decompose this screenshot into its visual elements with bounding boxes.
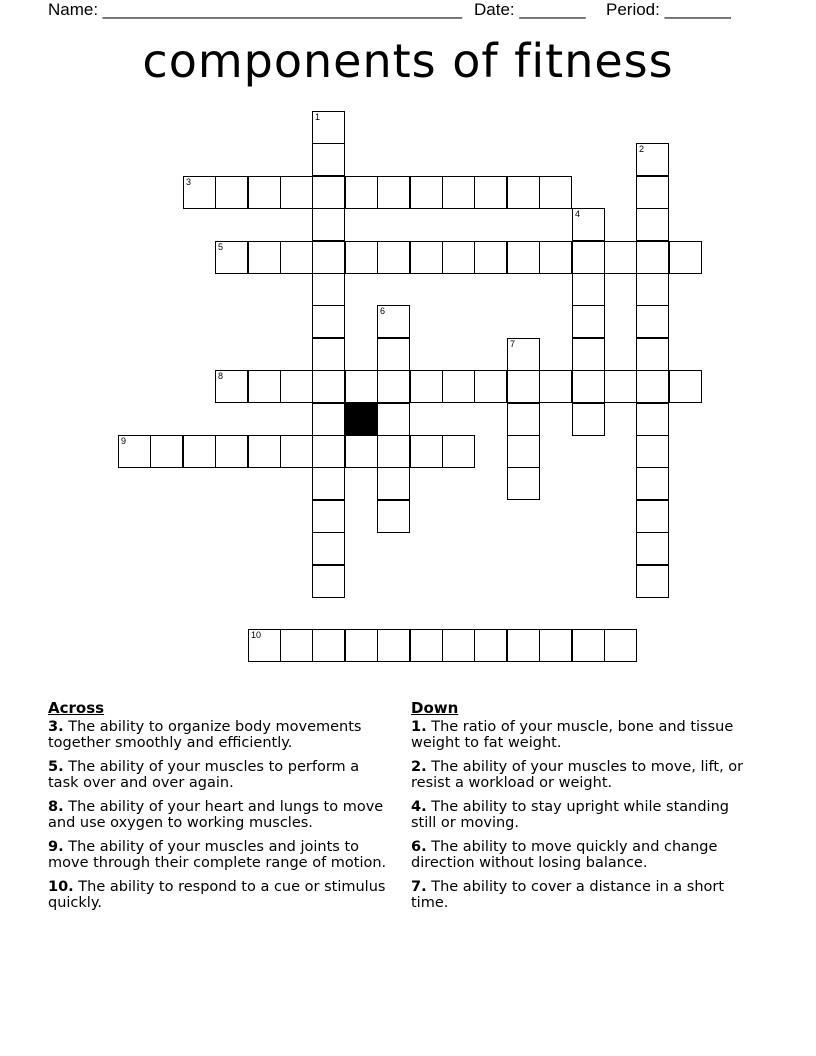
grid-cell[interactable]	[248, 629, 281, 662]
grid-cell[interactable]	[118, 435, 151, 468]
date-field-label: Date: _______	[474, 0, 586, 19]
clue-number: 3	[186, 177, 192, 187]
grid-cell[interactable]	[345, 435, 378, 468]
period-field-label: Period: _______	[606, 0, 731, 19]
grid-cell[interactable]	[572, 370, 605, 403]
across-clues	[48, 700, 388, 919]
grid-cell[interactable]	[312, 435, 345, 468]
grid-cell[interactable]	[280, 176, 313, 209]
grid-cell[interactable]	[636, 467, 669, 500]
grid-cell[interactable]	[507, 176, 540, 209]
clue-number: 2	[639, 144, 645, 154]
grid-cell[interactable]	[345, 370, 378, 403]
grid-cell[interactable]	[280, 241, 313, 274]
grid-cell[interactable]	[636, 305, 669, 338]
grid-cell[interactable]	[280, 435, 313, 468]
clue-number: 4	[575, 209, 581, 219]
grid-cell[interactable]	[636, 208, 669, 241]
grid-cell[interactable]	[474, 176, 507, 209]
grid-cell[interactable]	[183, 176, 216, 209]
grid-cell[interactable]	[636, 532, 669, 565]
clue-number: 5	[218, 242, 224, 252]
grid-cell[interactable]	[215, 435, 248, 468]
clue-across-10: 10. The ability to respond to a cue or stimulus quickly.	[48, 878, 386, 911]
grid-cell[interactable]	[507, 338, 540, 371]
grid-cell[interactable]	[312, 241, 345, 274]
name-field-label: Name: ______________________________________	[48, 0, 463, 19]
clue-number: 9	[121, 436, 127, 446]
grid-cell[interactable]	[539, 629, 572, 662]
grid-cell[interactable]	[539, 241, 572, 274]
grid-cell[interactable]	[474, 370, 507, 403]
grid-cell[interactable]	[669, 370, 702, 403]
grid-cell[interactable]	[604, 241, 637, 274]
grid-cell[interactable]	[636, 273, 669, 306]
grid-cell[interactable]	[572, 273, 605, 306]
grid-cell[interactable]	[474, 629, 507, 662]
clue-down-2: 2. The ability of your muscles to move, lift, or resist a workload or weight.	[411, 758, 744, 791]
grid-cell[interactable]	[280, 370, 313, 403]
clue-down-4: 4. The ability to stay upright while standing still or moving.	[411, 798, 729, 831]
grid-cell[interactable]	[636, 338, 669, 371]
grid-cell[interactable]	[636, 403, 669, 436]
grid-cell[interactable]	[377, 241, 410, 274]
clue-down-6: 6. The ability to move quickly and change direction without losing balance.	[411, 838, 718, 871]
grid-cell[interactable]	[442, 629, 475, 662]
grid-cell[interactable]	[312, 500, 345, 533]
grid-cell[interactable]	[572, 305, 605, 338]
grid-cell[interactable]	[312, 111, 345, 144]
grid-cell[interactable]	[539, 176, 572, 209]
grid-cell[interactable]	[377, 500, 410, 533]
grid-cell[interactable]	[636, 241, 669, 274]
grid-cell[interactable]	[345, 176, 378, 209]
grid-cell[interactable]	[636, 370, 669, 403]
grid-cell[interactable]	[248, 176, 281, 209]
clue-number: 1	[315, 112, 321, 122]
grid-cell[interactable]	[377, 403, 410, 436]
across-heading: Across	[48, 699, 105, 717]
grid-cell[interactable]	[507, 370, 540, 403]
grid-cell[interactable]	[410, 629, 443, 662]
grid-cell[interactable]	[377, 467, 410, 500]
grid-cell[interactable]	[377, 629, 410, 662]
grid-cell[interactable]	[377, 370, 410, 403]
grid-cell[interactable]	[572, 403, 605, 436]
grid-cell[interactable]	[442, 241, 475, 274]
grid-cell[interactable]	[507, 241, 540, 274]
grid-cell[interactable]	[312, 467, 345, 500]
grid-cell[interactable]	[312, 273, 345, 306]
down-heading: Down	[411, 699, 459, 717]
clue-number: 8	[218, 371, 224, 381]
grid-cell[interactable]	[377, 305, 410, 338]
grid-cell[interactable]	[312, 208, 345, 241]
grid-cell[interactable]	[345, 241, 378, 274]
grid-cell[interactable]	[312, 370, 345, 403]
grid-cell[interactable]	[312, 338, 345, 371]
grid-cell[interactable]	[572, 208, 605, 241]
grid-cell[interactable]	[636, 500, 669, 533]
grid-cell[interactable]	[572, 338, 605, 371]
grid-cell[interactable]	[377, 176, 410, 209]
grid-cell[interactable]	[215, 176, 248, 209]
grid-cell[interactable]	[410, 241, 443, 274]
grid-cell[interactable]	[312, 305, 345, 338]
grid-cell[interactable]	[312, 176, 345, 209]
clue-down-1: 1. The ratio of your muscle, bone and tissue weight to fat weight.	[411, 718, 734, 751]
grid-cell[interactable]	[539, 370, 572, 403]
grid-cell[interactable]	[604, 370, 637, 403]
grid-cell[interactable]	[572, 629, 605, 662]
grid-cell[interactable]	[215, 370, 248, 403]
grid-cell[interactable]	[669, 241, 702, 274]
grid-cell[interactable]	[248, 370, 281, 403]
clue-number: 10	[251, 630, 262, 640]
clue-across-5: 5. The ability of your muscles to perform a task over and over again.	[48, 758, 360, 791]
grid-cell[interactable]	[572, 241, 605, 274]
grid-cell[interactable]	[410, 176, 443, 209]
grid-cell[interactable]	[636, 176, 669, 209]
clue-across-8: 8. The ability of your heart and lungs to move and use oxygen to working muscles.	[48, 798, 384, 831]
grid-cell[interactable]	[280, 629, 313, 662]
grid-cell[interactable]	[248, 435, 281, 468]
grid-cell[interactable]	[312, 565, 345, 598]
grid-cell[interactable]	[215, 241, 248, 274]
grid-cell[interactable]	[507, 629, 540, 662]
grid-cell[interactable]	[636, 435, 669, 468]
grid-cell[interactable]	[377, 338, 410, 371]
grid-cell[interactable]	[636, 143, 669, 176]
grid-cell[interactable]	[507, 467, 540, 500]
grid-cell[interactable]	[345, 629, 378, 662]
grid-cell[interactable]	[377, 435, 410, 468]
grid-cell[interactable]	[474, 241, 507, 274]
grid-cell[interactable]	[312, 403, 345, 436]
grid-cell[interactable]	[183, 435, 216, 468]
grid-cell[interactable]	[442, 176, 475, 209]
grid-cell[interactable]	[636, 565, 669, 598]
clue-across-9: 9. The ability of your muscles and joints to move through their complete range of motion.	[48, 838, 387, 871]
grid-cell[interactable]	[442, 370, 475, 403]
clue-number: 6	[380, 306, 386, 316]
grid-cell[interactable]	[410, 370, 443, 403]
grid-cell[interactable]	[150, 435, 183, 468]
grid-cell[interactable]	[312, 143, 345, 176]
puzzle-title: components of fitness	[142, 34, 674, 88]
grid-cell[interactable]	[312, 532, 345, 565]
blocked-cell	[345, 403, 378, 436]
grid-cell[interactable]	[604, 629, 637, 662]
grid-cell[interactable]	[410, 435, 443, 468]
clue-number: 7	[510, 339, 516, 349]
clue-down-7: 7. The ability to cover a distance in a short time.	[411, 878, 725, 911]
grid-cell[interactable]	[312, 629, 345, 662]
grid-cell[interactable]	[507, 435, 540, 468]
grid-cell[interactable]	[248, 241, 281, 274]
grid-cell[interactable]	[442, 435, 475, 468]
down-clues	[411, 700, 751, 919]
grid-cell[interactable]	[507, 403, 540, 436]
clue-across-3: 3. The ability to organize body movements together smoothly and efficiently.	[48, 718, 362, 751]
